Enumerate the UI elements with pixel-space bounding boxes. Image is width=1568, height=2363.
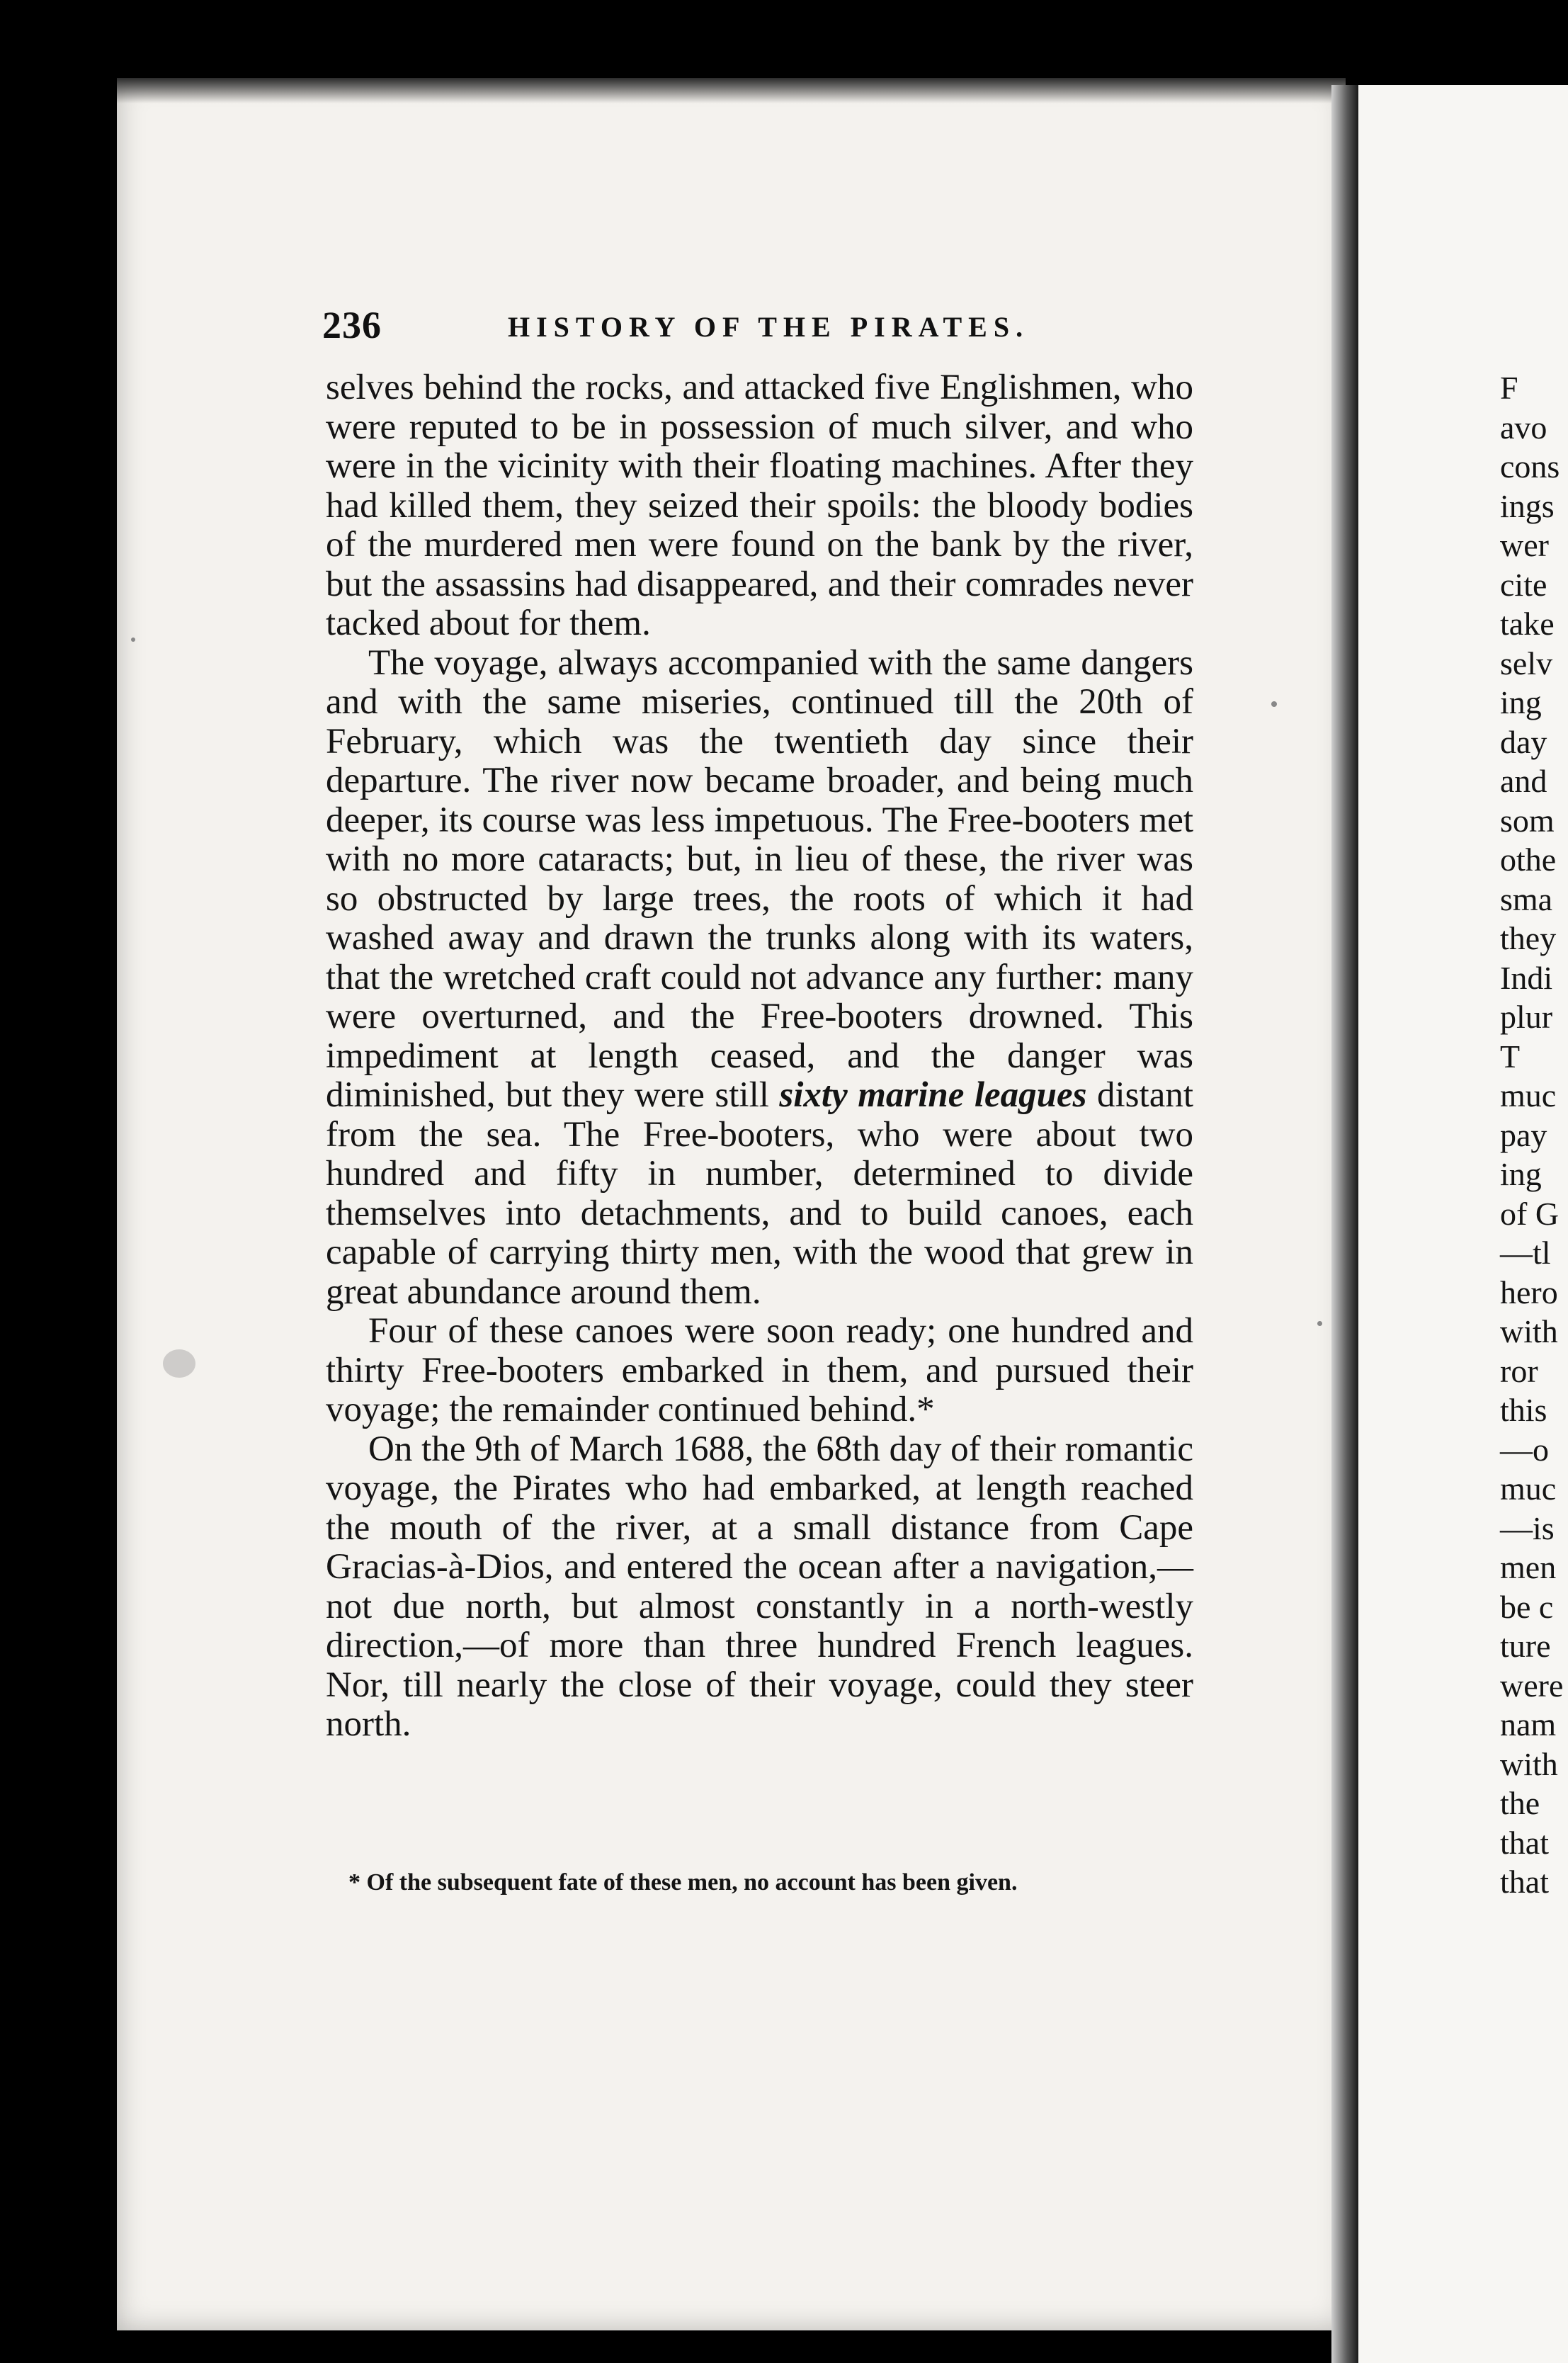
- facing-page-line: ror: [1500, 1352, 1538, 1389]
- facing-page-line: plur: [1500, 999, 1553, 1035]
- scan-blemish: [163, 1349, 195, 1378]
- scan-speck: [1317, 1321, 1322, 1326]
- facing-page-line: that: [1500, 1864, 1549, 1900]
- facing-page-line: nam: [1500, 1706, 1557, 1742]
- facing-page-line: T: [1500, 1038, 1521, 1075]
- facing-page-line: som: [1500, 802, 1555, 839]
- facing-page-line: and: [1500, 763, 1547, 799]
- facing-page-line: were: [1500, 1667, 1564, 1704]
- page-number: 236: [322, 304, 382, 346]
- facing-page-line: ture: [1500, 1628, 1551, 1664]
- facing-page-line: ing: [1500, 1156, 1542, 1192]
- facing-page-line: F: [1500, 370, 1518, 406]
- scan-speck: [131, 638, 135, 642]
- running-title: HISTORY OF THE PIRATES.: [508, 311, 1030, 343]
- paragraph-text: The voyage, always accompanied with the same dangers and with the same miseries, continued till the 20th of February, which was the twentieth day since their departure. The river now became broader, and being much deeper, its course was less impetuous. The Free-booters met with no more cataracts; but, in lieu of these, the river was so obstructed by large trees, the roots of which it had washed away and drawn the trunks along with its waters, that the wretched craft could not advance any further: many were overturned, and the Free-booters drowned. This impediment at length ceased, and the danger was diminished, but they were still: [326, 642, 1193, 1115]
- facing-page-line: othe: [1500, 842, 1557, 878]
- facing-page-line: day: [1500, 723, 1547, 760]
- footnote: * Of the subsequent fate of these men, no account has been given.: [348, 1869, 1018, 1896]
- paragraph: selves behind the rocks, and attacked five Englishmen, who were reputed to be in possession of much silver, and who were in the vicinity with their floating machines. After they had killed them, they seized their spoils: the bloody bodies of the murdered men were found on the bank by the river, but the assassins had disappeared, and their comrades never tacked about for them.: [326, 368, 1193, 643]
- facing-page-line: with: [1500, 1745, 1558, 1782]
- italic-phrase: sixty marine leagues: [779, 1075, 1087, 1115]
- facing-page-line: wer: [1500, 527, 1549, 563]
- facing-page-line: be c: [1500, 1588, 1554, 1625]
- facing-page-line: muc: [1500, 1470, 1557, 1507]
- running-head: [322, 303, 1055, 360]
- paragraph: Four of these canoes were soon ready; one hundred and thirty Free-booters embarked in them, and pursued their voyage; the remainder continued behind.*: [326, 1311, 1193, 1429]
- facing-page-line: the: [1500, 1785, 1540, 1821]
- paragraph-text: distant from the sea. The Free-booters, who were about two hundred and fifty in number, determined to divide themselves into detachments, and to build canoes, each capable of carrying thirty men, with the wood that grew in great abundance around them.: [326, 1075, 1194, 1312]
- facing-page-line: cons: [1500, 448, 1560, 484]
- facing-page-line: men: [1500, 1549, 1557, 1585]
- facing-page-line: ings: [1500, 487, 1555, 524]
- book-gutter: [1331, 85, 1360, 2363]
- facing-page-line: selv: [1500, 645, 1553, 681]
- facing-page-line: take: [1500, 606, 1555, 642]
- facing-page-line: sma: [1500, 880, 1553, 917]
- facing-page-line: muc: [1500, 1077, 1557, 1114]
- facing-page-line: with: [1500, 1313, 1558, 1349]
- facing-page-line: pay: [1500, 1116, 1547, 1153]
- paragraph: [326, 644, 1193, 1313]
- facing-page-line: —tl: [1500, 1235, 1551, 1271]
- facing-page-line: this: [1500, 1392, 1547, 1428]
- facing-page-text: [1500, 368, 1568, 1902]
- scan-speck: [1271, 701, 1277, 707]
- facing-page-line: —is: [1500, 1509, 1555, 1546]
- facing-page-line: of G: [1500, 1195, 1560, 1232]
- paragraph: On the 9th of March 1688, the 68th day of their romantic voyage, the Pirates who had embarked, at length reached the mouth of the river, at a small distance from Cape Gracias-à-Dios, and entered the ocean after a navigation,—not due north, but almost constantly in a north-westly direction,—of more than three hundred French leagues. Nor, till nearly the close of their voyage, could they steer north.: [326, 1429, 1193, 1744]
- facing-page-line: avo: [1500, 409, 1547, 446]
- facing-page-line: they: [1500, 920, 1557, 956]
- facing-page-line: —o: [1500, 1431, 1549, 1468]
- body-text: [326, 368, 1193, 1745]
- facing-page-line: Indi: [1500, 959, 1553, 996]
- facing-page-line: hero: [1500, 1274, 1558, 1310]
- facing-page-line: ing: [1500, 684, 1542, 720]
- facing-page-line: cite: [1500, 566, 1547, 603]
- facing-page-line: that: [1500, 1824, 1549, 1861]
